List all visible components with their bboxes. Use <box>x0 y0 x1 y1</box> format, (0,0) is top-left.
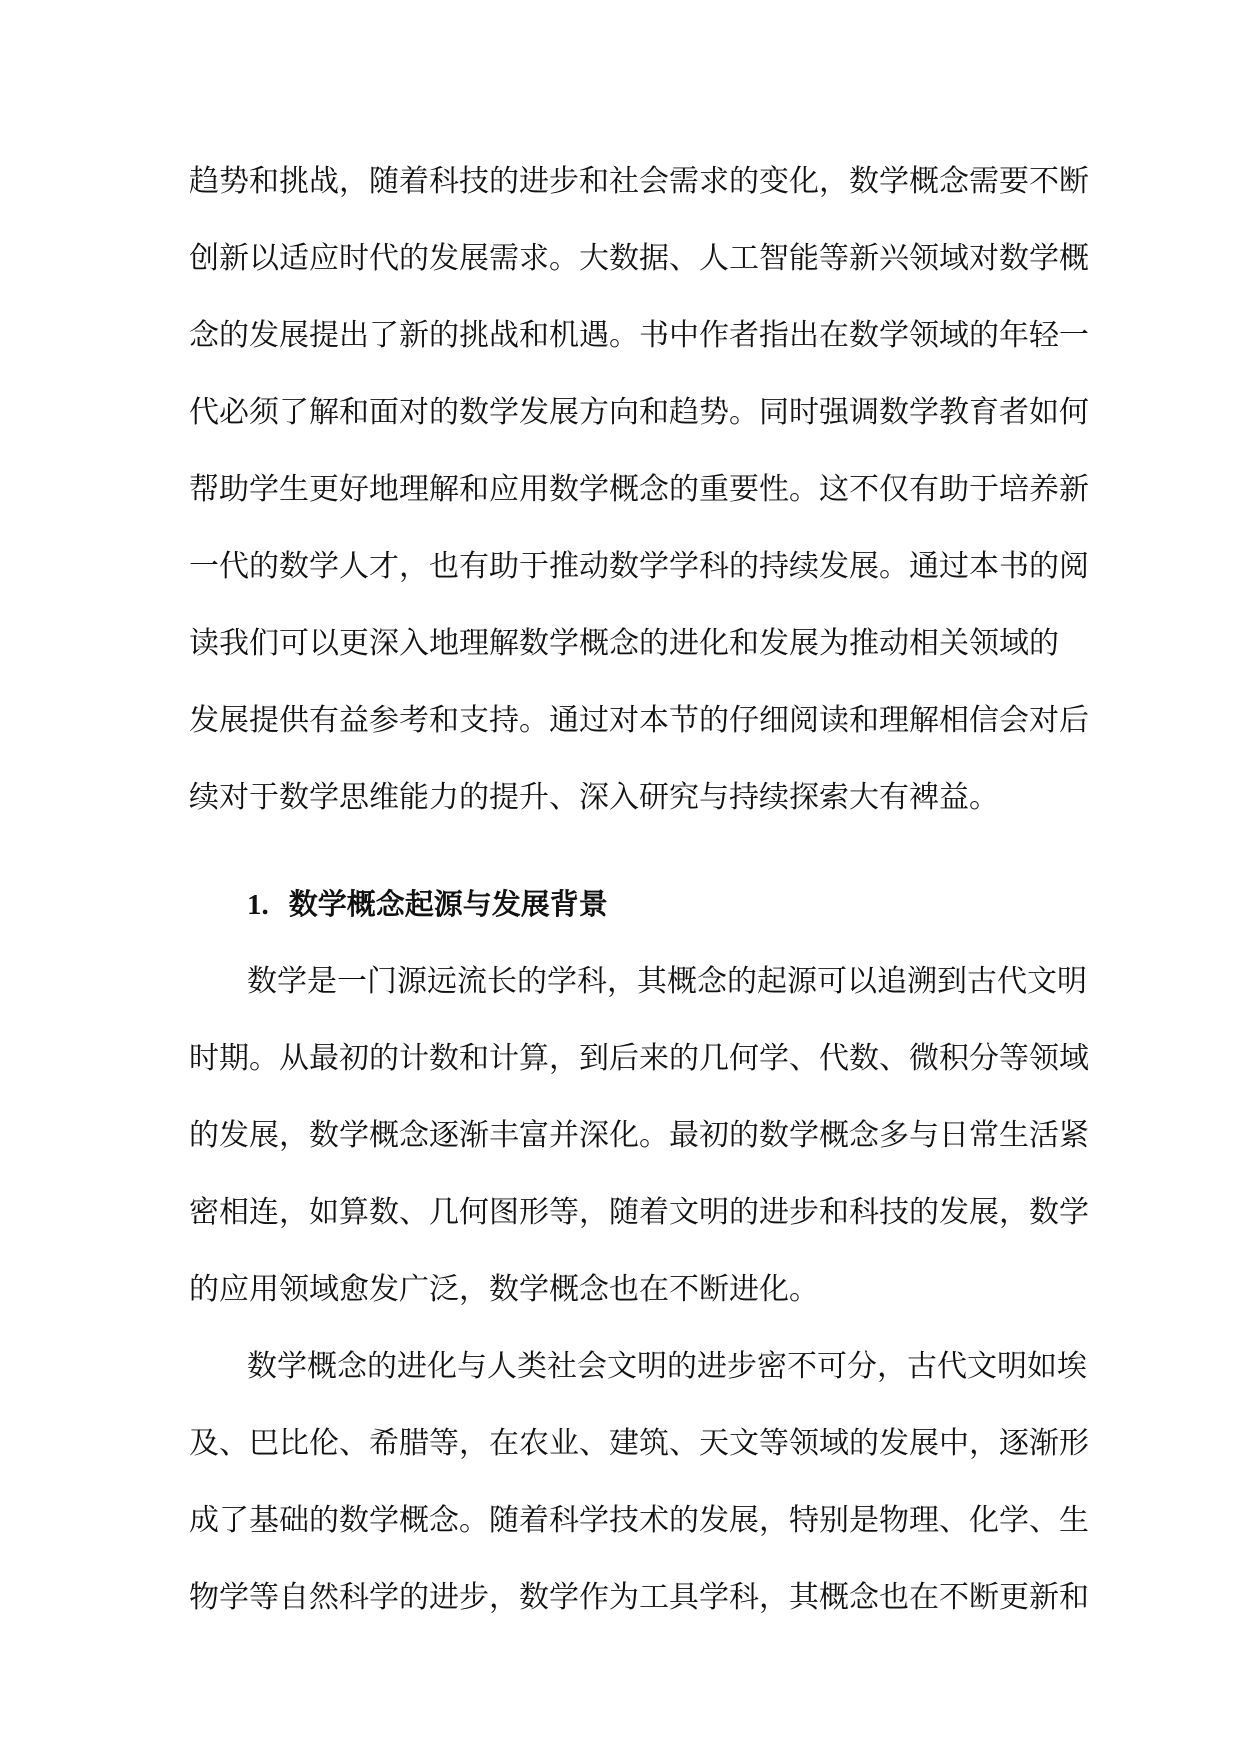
text-line: 及、巴比伦、希腊等，在农业、建筑、天文等领域的发展中，逐渐形 <box>189 1426 1089 1461</box>
text-line: 帮助学生更好地理解和应用数学概念的重要性。这不仅有助于培养新 <box>189 472 1089 507</box>
text-line: 数学概念的进化与人类社会文明的进步密不可分，古代文明如埃 <box>247 1349 1087 1384</box>
text-line: 代必须了解和面对的数学发展方向和趋势。同时强调数学教育者如何 <box>189 395 1089 430</box>
text-line: 念的发展提出了新的挑战和机遇。书中作者指出在数学领域的年轻一 <box>189 318 1089 353</box>
text-line: 物学等自然科学的进步，数学作为工具学科，其概念也在不断更新和 <box>189 1580 1089 1615</box>
page-content <box>189 143 1089 1636</box>
text-line: 趋势和挑战，随着科技的进步和社会需求的变化，数学概念需要不断 <box>189 164 1089 199</box>
section-spacer <box>189 836 1054 866</box>
text-line: 续对于数学思维能力的提升、深入研究与持续探索大有裨益。 <box>189 780 999 815</box>
text-line: 的应用领域愈发广泛，数学概念也在不断进化。 <box>189 1272 819 1307</box>
paragraph-2 <box>189 1328 1089 1636</box>
paragraph-1 <box>189 943 1089 1328</box>
text-line: 成了基础的数学概念。随着科学技术的发展，特别是物理、化学、生 <box>189 1503 1089 1538</box>
text-line: 密相连，如算数、几何图形等，随着文明的进步和科技的发展，数学 <box>189 1195 1089 1230</box>
section-title: 数学概念起源与发展背景 <box>288 887 608 921</box>
text-line: 时期。从最初的计数和计算，到后来的几何学、代数、微积分等领域 <box>189 1041 1089 1076</box>
text-line: 创新以适应时代的发展需求。大数据、人工智能等新兴领域对数学概 <box>189 241 1089 276</box>
section-heading <box>189 866 1054 943</box>
intro-paragraph <box>189 143 1089 836</box>
text-line: 发展提供有益参考和支持。通过对本节的仔细阅读和理解相信会对后 <box>189 703 1089 738</box>
text-line: 一代的数学人才，也有助于推动数学学科的持续发展。通过本书的阅 <box>189 549 1089 584</box>
text-line: 数学是一门源远流长的学科，其概念的起源可以追溯到古代文明 <box>247 964 1087 999</box>
text-line: 读我们可以更深入地理解数学概念的进化和发展为推动相关领域的 <box>189 626 1059 661</box>
text-line: 的发展，数学概念逐渐丰富并深化。最初的数学概念多与日常生活紧 <box>189 1118 1089 1153</box>
section-number: 1. <box>247 889 269 921</box>
